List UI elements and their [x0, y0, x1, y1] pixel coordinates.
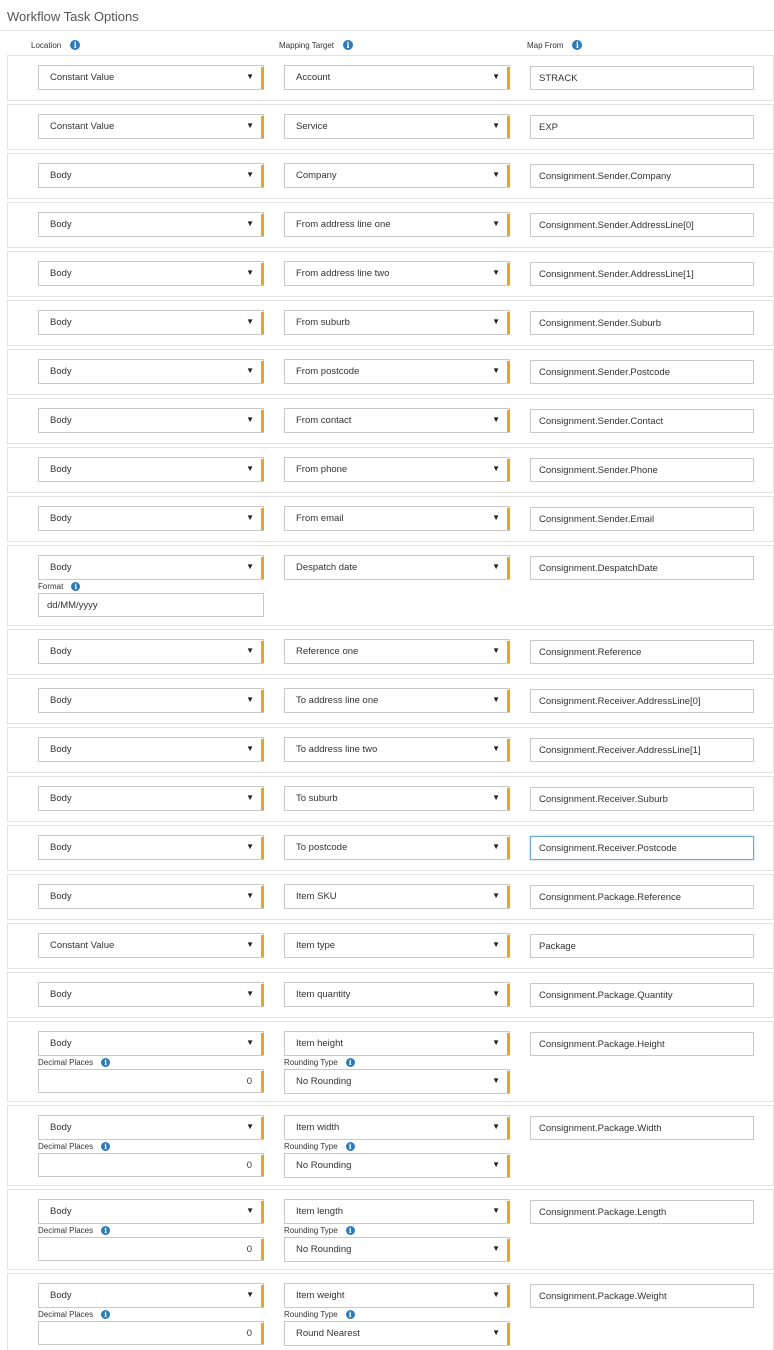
location-select[interactable] — [38, 114, 264, 139]
mapping-target-select[interactable] — [284, 65, 510, 90]
map-from-input-value: Package — [539, 941, 576, 952]
mapping-row — [7, 678, 774, 724]
map-from-input[interactable] — [530, 1032, 754, 1056]
decimal-places-input[interactable] — [38, 1069, 264, 1093]
mapping-target-select[interactable] — [284, 1283, 510, 1308]
rounding-type-select-value: No Rounding — [296, 1160, 352, 1171]
mapping-target-select[interactable] — [284, 786, 510, 811]
chevron-down-icon[interactable]: ▼ — [492, 1160, 500, 1169]
chevron-down-icon[interactable]: ▼ — [492, 1290, 500, 1299]
mapping-target-select[interactable] — [284, 737, 510, 762]
chevron-down-icon[interactable]: ▼ — [246, 562, 254, 571]
location-select-value: Body — [50, 695, 72, 706]
mapping-target-select[interactable] — [284, 835, 510, 860]
decimal-places-label: Decimal Places — [38, 1142, 94, 1151]
rounding-type-label-group — [284, 1226, 355, 1235]
chevron-down-icon[interactable]: ▼ — [246, 891, 254, 900]
location-select[interactable] — [38, 1115, 264, 1140]
map-from-input[interactable] — [530, 360, 754, 384]
location-select-value: Body — [50, 1206, 72, 1217]
chevron-down-icon[interactable]: ▼ — [246, 121, 254, 130]
decimal-places-value: 0 — [246, 1160, 252, 1171]
map-from-input-value: Consignment.Sender.AddressLine[0] — [539, 220, 694, 231]
location-select-value: Body — [50, 562, 72, 573]
mapping-target-select[interactable] — [284, 359, 510, 384]
format-input[interactable] — [38, 593, 264, 617]
info-icon[interactable]: i — [346, 1226, 355, 1235]
mapping-target-select[interactable] — [284, 688, 510, 713]
map-from-input[interactable] — [530, 836, 754, 860]
mapping-row — [7, 300, 774, 346]
location-select[interactable] — [38, 884, 264, 909]
location-select-value: Constant Value — [50, 72, 115, 83]
mapping-target-select-value: To address line one — [296, 695, 379, 706]
map-from-input[interactable] — [530, 409, 754, 433]
mapping-target-select[interactable] — [284, 982, 510, 1007]
chevron-down-icon[interactable]: ▼ — [246, 646, 254, 655]
rounding-type-label-group — [284, 1058, 355, 1067]
location-select[interactable] — [38, 982, 264, 1007]
map-from-input[interactable] — [530, 1200, 754, 1224]
chevron-down-icon[interactable]: ▼ — [246, 268, 254, 277]
map-from-input-value: Consignment.Sender.AddressLine[1] — [539, 269, 694, 280]
mapping-target-select-value: Reference one — [296, 646, 359, 657]
location-column-header — [31, 40, 80, 50]
location-select-value: Body — [50, 989, 72, 1000]
chevron-down-icon[interactable]: ▼ — [492, 989, 500, 998]
rounding-type-label-group — [284, 1142, 355, 1151]
mapping-target-select-value: Item quantity — [296, 989, 351, 1000]
mapping-target-select[interactable] — [284, 555, 510, 580]
mapping-row — [7, 545, 774, 626]
mapping-target-column-header — [279, 40, 353, 50]
decimal-places-value: 0 — [246, 1328, 252, 1339]
mapping-row — [7, 496, 774, 542]
chevron-down-icon[interactable]: ▼ — [492, 366, 500, 375]
rounding-type-select-value: Round Nearest — [296, 1328, 360, 1339]
mapping-target-select[interactable] — [284, 1199, 510, 1224]
mapping-target-select[interactable] — [284, 408, 510, 433]
chevron-down-icon[interactable]: ▼ — [492, 940, 500, 949]
decimal-places-value: 0 — [246, 1076, 252, 1087]
map-from-input[interactable] — [530, 689, 754, 713]
mapping-target-select-value: To postcode — [296, 842, 348, 853]
map-from-input[interactable] — [530, 115, 754, 139]
mapping-target-select-value: Item height — [296, 1038, 343, 1049]
mapping-row — [7, 251, 774, 297]
rounding-type-label: Rounding Type — [284, 1142, 338, 1151]
mapping-row — [7, 776, 774, 822]
mapping-row — [7, 153, 774, 199]
location-select[interactable] — [38, 737, 264, 762]
rounding-type-select-value: No Rounding — [296, 1244, 352, 1255]
location-select[interactable] — [38, 1283, 264, 1308]
decimal-places-value: 0 — [246, 1244, 252, 1255]
location-select[interactable] — [38, 359, 264, 384]
mapping-target-select[interactable] — [284, 1115, 510, 1140]
info-icon[interactable]: i — [343, 40, 353, 50]
map-from-input[interactable] — [530, 311, 754, 335]
map-from-header-label: Map From — [527, 40, 564, 50]
mapping-target-select-value: From email — [296, 513, 344, 524]
location-select-value: Body — [50, 646, 72, 657]
mapping-target-select-value: Company — [296, 170, 337, 181]
mapping-target-select[interactable] — [284, 212, 510, 237]
location-select[interactable] — [38, 506, 264, 531]
map-from-input-value: Consignment.Sender.Email — [539, 514, 655, 525]
info-icon[interactable]: i — [101, 1142, 110, 1151]
mapping-row — [7, 202, 774, 248]
mapping-row — [7, 55, 774, 101]
map-from-input[interactable] — [530, 507, 754, 531]
mapping-target-select-value: From phone — [296, 464, 348, 475]
decimal-places-input[interactable] — [38, 1153, 264, 1177]
mapping-target-select-value: Service — [296, 121, 328, 132]
chevron-down-icon[interactable]: ▼ — [492, 219, 500, 228]
location-select-value: Body — [50, 842, 72, 853]
mapping-target-select[interactable] — [284, 310, 510, 335]
chevron-down-icon[interactable]: ▼ — [246, 464, 254, 473]
chevron-down-icon[interactable]: ▼ — [492, 1076, 500, 1085]
mapping-target-select-value: To address line two — [296, 744, 378, 755]
chevron-down-icon[interactable]: ▼ — [246, 695, 254, 704]
mapping-target-select[interactable] — [284, 114, 510, 139]
chevron-down-icon[interactable]: ▼ — [492, 842, 500, 851]
decimal-places-label: Decimal Places — [38, 1226, 94, 1235]
location-select-value: Body — [50, 415, 72, 426]
location-select-value: Body — [50, 317, 72, 328]
mapping-target-select-value: To suburb — [296, 793, 338, 804]
decimal-places-label-group — [38, 1310, 110, 1319]
location-select[interactable] — [38, 688, 264, 713]
mapping-row — [7, 349, 774, 395]
mapping-row — [7, 874, 774, 920]
map-from-input-value: STRACK — [539, 73, 578, 84]
rounding-type-select[interactable] — [284, 1237, 510, 1262]
location-select-value: Body — [50, 513, 72, 524]
map-from-input[interactable] — [530, 458, 754, 482]
map-from-input-value: Consignment.Sender.Contact — [539, 416, 664, 427]
location-select-value: Constant Value — [50, 121, 115, 132]
location-select[interactable] — [38, 786, 264, 811]
location-select-value: Body — [50, 1122, 72, 1133]
location-select-value: Body — [50, 744, 72, 755]
chevron-down-icon[interactable]: ▼ — [492, 1122, 500, 1131]
location-select[interactable] — [38, 65, 264, 90]
mapping-target-select[interactable] — [284, 163, 510, 188]
chevron-down-icon[interactable]: ▼ — [492, 646, 500, 655]
mapping-row — [7, 923, 774, 969]
location-select[interactable] — [38, 639, 264, 664]
map-from-input[interactable] — [530, 66, 754, 90]
mapping-target-select[interactable] — [284, 261, 510, 286]
chevron-down-icon[interactable]: ▼ — [246, 317, 254, 326]
map-from-input-value: Consignment.Sender.Postcode — [539, 367, 670, 378]
chevron-down-icon[interactable]: ▼ — [246, 366, 254, 375]
mapping-row — [7, 972, 774, 1018]
chevron-down-icon[interactable]: ▼ — [492, 744, 500, 753]
rounding-type-label-group — [284, 1310, 355, 1319]
format-input-value: dd/MM/yyyy — [47, 600, 98, 611]
mapping-target-select-value: From address line one — [296, 219, 391, 230]
chevron-down-icon[interactable]: ▼ — [246, 744, 254, 753]
map-from-input[interactable] — [530, 885, 754, 909]
chevron-down-icon[interactable]: ▼ — [246, 940, 254, 949]
map-from-input-value: Consignment.Sender.Company — [539, 171, 672, 182]
map-from-input[interactable] — [530, 640, 754, 664]
mapping-target-select-value: Item weight — [296, 1290, 345, 1301]
map-from-input[interactable] — [530, 556, 754, 580]
map-from-input-value: Consignment.Receiver.Postcode — [539, 843, 677, 854]
info-icon[interactable]: i — [71, 582, 80, 591]
map-from-column-header — [527, 40, 582, 50]
rounding-type-select-value: No Rounding — [296, 1076, 352, 1087]
map-from-input-value: Consignment.Receiver.AddressLine[1] — [539, 745, 701, 756]
location-header-label: Location — [31, 40, 62, 50]
location-select[interactable] — [38, 212, 264, 237]
location-select[interactable] — [38, 457, 264, 482]
mapping-row — [7, 727, 774, 773]
chevron-down-icon[interactable]: ▼ — [492, 1244, 500, 1253]
location-select[interactable] — [38, 1199, 264, 1224]
info-icon[interactable]: i — [101, 1226, 110, 1235]
map-from-input[interactable] — [530, 213, 754, 237]
location-select-value: Body — [50, 268, 72, 279]
map-from-input-value: Consignment.Reference — [539, 647, 642, 658]
mapping-target-select[interactable] — [284, 933, 510, 958]
map-from-input-value: Consignment.Package.Length — [539, 1207, 667, 1218]
chevron-down-icon[interactable]: ▼ — [246, 1122, 254, 1131]
map-from-input-value: Consignment.Sender.Suburb — [539, 318, 661, 329]
chevron-down-icon[interactable]: ▼ — [492, 562, 500, 571]
mapping-target-select-value: From postcode — [296, 366, 360, 377]
map-from-input-value: Consignment.Package.Height — [539, 1039, 665, 1050]
location-select[interactable] — [38, 310, 264, 335]
location-select-value: Body — [50, 366, 72, 377]
rounding-type-select[interactable] — [284, 1153, 510, 1178]
info-icon[interactable]: i — [70, 40, 80, 50]
mapping-target-select-value: Account — [296, 72, 331, 83]
map-from-input[interactable] — [530, 934, 754, 958]
chevron-down-icon[interactable]: ▼ — [246, 219, 254, 228]
map-from-input[interactable] — [530, 262, 754, 286]
mapping-target-header-label: Mapping Target — [279, 40, 334, 50]
map-from-input-value: Consignment.DespatchDate — [539, 563, 658, 574]
location-select[interactable] — [38, 408, 264, 433]
info-icon[interactable]: i — [101, 1058, 110, 1067]
mapping-row — [7, 398, 774, 444]
mapping-target-select[interactable] — [284, 884, 510, 909]
location-select[interactable] — [38, 555, 264, 580]
mapping-row — [7, 1021, 774, 1102]
map-from-input-value: Consignment.Package.Quantity — [539, 990, 673, 1001]
map-from-input[interactable] — [530, 164, 754, 188]
chevron-down-icon[interactable]: ▼ — [246, 1290, 254, 1299]
mapping-row — [7, 104, 774, 150]
rounding-type-label: Rounding Type — [284, 1058, 338, 1067]
chevron-down-icon[interactable]: ▼ — [492, 72, 500, 81]
mapping-target-select-value: From suburb — [296, 317, 350, 328]
chevron-down-icon[interactable]: ▼ — [492, 464, 500, 473]
info-icon[interactable]: i — [572, 40, 582, 50]
chevron-down-icon[interactable]: ▼ — [492, 513, 500, 522]
mapping-target-select-value: From address line two — [296, 268, 390, 279]
chevron-down-icon[interactable]: ▼ — [246, 793, 254, 802]
chevron-down-icon[interactable]: ▼ — [492, 1206, 500, 1215]
info-icon[interactable]: i — [346, 1058, 355, 1067]
decimal-places-label: Decimal Places — [38, 1058, 94, 1067]
decimal-places-input[interactable] — [38, 1321, 264, 1345]
map-from-input-value: EXP — [539, 122, 559, 133]
chevron-down-icon[interactable]: ▼ — [246, 415, 254, 424]
decimal-places-input[interactable] — [38, 1237, 264, 1261]
location-select-value: Body — [50, 170, 72, 181]
decimal-places-label-group — [38, 1058, 110, 1067]
location-select[interactable] — [38, 933, 264, 958]
rounding-type-label: Rounding Type — [284, 1226, 338, 1235]
title-bar — [0, 0, 774, 31]
location-select-value: Body — [50, 891, 72, 902]
mapping-target-select-value: Despatch date — [296, 562, 358, 573]
rounding-type-label: Rounding Type — [284, 1310, 338, 1319]
location-select-value: Body — [50, 1038, 72, 1049]
chevron-down-icon[interactable]: ▼ — [492, 1328, 500, 1337]
mapping-target-select-value: Item width — [296, 1122, 340, 1133]
mapping-row — [7, 1273, 774, 1350]
location-select[interactable] — [38, 835, 264, 860]
info-icon[interactable]: i — [346, 1142, 355, 1151]
location-select[interactable] — [38, 261, 264, 286]
mapping-target-select-value: Item type — [296, 940, 336, 951]
chevron-down-icon[interactable]: ▼ — [492, 695, 500, 704]
chevron-down-icon[interactable]: ▼ — [246, 1038, 254, 1047]
chevron-down-icon[interactable]: ▼ — [492, 121, 500, 130]
chevron-down-icon[interactable]: ▼ — [246, 170, 254, 179]
map-from-input-value: Consignment.Package.Width — [539, 1123, 662, 1134]
map-from-input[interactable] — [530, 738, 754, 762]
decimal-places-label-group — [38, 1226, 110, 1235]
chevron-down-icon[interactable]: ▼ — [246, 989, 254, 998]
location-select-value: Constant Value — [50, 940, 115, 951]
info-icon[interactable]: i — [346, 1310, 355, 1319]
location-select[interactable] — [38, 1031, 264, 1056]
mapping-row — [7, 1189, 774, 1270]
map-from-input[interactable] — [530, 787, 754, 811]
chevron-down-icon[interactable]: ▼ — [492, 793, 500, 802]
mapping-row — [7, 447, 774, 493]
mapping-target-select-value: From contact — [296, 415, 352, 426]
map-from-input[interactable] — [530, 1116, 754, 1140]
chevron-down-icon[interactable]: ▼ — [492, 415, 500, 424]
mapping-row — [7, 629, 774, 675]
chevron-down-icon[interactable]: ▼ — [492, 891, 500, 900]
chevron-down-icon[interactable]: ▼ — [492, 317, 500, 326]
decimal-places-label-group — [38, 1142, 110, 1151]
location-select-value: Body — [50, 464, 72, 475]
map-from-input-value: Consignment.Receiver.AddressLine[0] — [539, 696, 701, 707]
mapping-target-select-value: Item length — [296, 1206, 343, 1217]
map-from-input-value: Consignment.Package.Weight — [539, 1291, 667, 1302]
mapping-target-select-value: Item SKU — [296, 891, 337, 902]
decimal-places-label: Decimal Places — [38, 1310, 94, 1319]
mapping-row — [7, 825, 774, 871]
rounding-type-select[interactable] — [284, 1069, 510, 1094]
rounding-type-select[interactable] — [284, 1321, 510, 1346]
page-title: Workflow Task Options — [7, 9, 139, 24]
mapping-target-select[interactable] — [284, 639, 510, 664]
location-select-value: Body — [50, 219, 72, 230]
map-from-input[interactable] — [530, 983, 754, 1007]
mapping-target-select[interactable] — [284, 1031, 510, 1056]
chevron-down-icon[interactable]: ▼ — [246, 72, 254, 81]
format-label: Format — [38, 582, 64, 591]
location-select-value: Body — [50, 1290, 72, 1301]
mapping-target-select[interactable] — [284, 506, 510, 531]
mapping-target-select[interactable] — [284, 457, 510, 482]
map-from-input[interactable] — [530, 1284, 754, 1308]
map-from-input-value: Consignment.Receiver.Suburb — [539, 794, 668, 805]
chevron-down-icon[interactable]: ▼ — [246, 1206, 254, 1215]
map-from-input-value: Consignment.Sender.Phone — [539, 465, 658, 476]
info-icon[interactable]: i — [101, 1310, 110, 1319]
chevron-down-icon[interactable]: ▼ — [492, 268, 500, 277]
mapping-row — [7, 1105, 774, 1186]
location-select[interactable] — [38, 163, 264, 188]
chevron-down-icon[interactable]: ▼ — [492, 170, 500, 179]
location-select-value: Body — [50, 793, 72, 804]
map-from-input-value: Consignment.Package.Reference — [539, 892, 682, 903]
format-label-group — [38, 582, 80, 591]
chevron-down-icon[interactable]: ▼ — [246, 842, 254, 851]
chevron-down-icon[interactable]: ▼ — [492, 1038, 500, 1047]
chevron-down-icon[interactable]: ▼ — [246, 513, 254, 522]
